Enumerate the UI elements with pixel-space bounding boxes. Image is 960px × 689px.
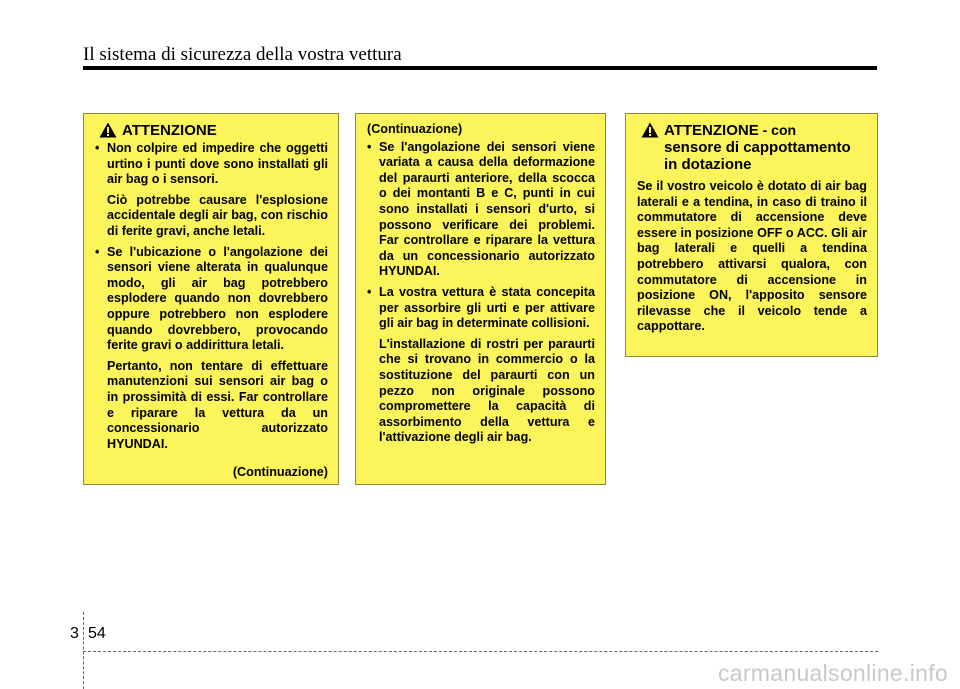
warning-box-3 (625, 113, 878, 357)
warning-title-line2: sensore di cappottamento (664, 139, 851, 156)
watermark: carmanualsonline.info (717, 660, 948, 686)
warning-title-suffix: - con (758, 122, 797, 138)
warning-title-block (664, 122, 851, 173)
warning-heading (95, 122, 328, 139)
warning-paragraph: Pertanto, non tentare di effettuare manutenzioni sui sensori air bag o in prossimità di essi. Far controllare e riparare la vettura da un concessionario autorizzato HYUNDAI. (107, 358, 328, 451)
chapter-number: 3 (70, 625, 79, 642)
page-header-title: Il sistema di sicurezza della vostra vettura (83, 44, 402, 65)
warning-box-2 (355, 113, 606, 485)
warning-title-line3: in dotazione (664, 156, 752, 173)
warning-heading (637, 122, 867, 173)
warning-paragraph: L'installazione di rostri per paraurti che si trovano in commercio o la sostituzione del paraurti con un pezzo non originale possono compromettere la capacità di assorbimento della vettura e l'attivazione degli air bag. (379, 336, 595, 445)
warning-bullet: • Se l'angolazione dei sensori viene variata a causa della deformazione del paraurti anteriore, della scocca o dei montanti B e C, punti in cui sono installati i sensori d'urto, si possono verificare dei problemi. Far controllare e riparare la vettura da un concessionario autorizzato HYUNDAI. (367, 140, 595, 280)
warning-bullet: • La vostra vettura è stata concepita per assorbire gli urti e per attivare gli air bag in determinate collisioni. (367, 285, 595, 332)
warning-triangle-icon (641, 122, 659, 138)
page-number: 54 (88, 625, 106, 642)
header-rule (83, 66, 877, 70)
footer-horizontal-rule (83, 651, 878, 652)
warning-box-1 (83, 113, 339, 485)
warning-paragraph: Ciò potrebbe causare l'esplosione accidentale degli air bag, con rischio di ferite gravi, anche letali. (107, 192, 328, 238)
warning-title: ATTENZIONE (664, 122, 759, 139)
warning-title: ATTENZIONE (122, 122, 217, 139)
warning-bullet: • Se l'ubicazione o l'angolazione dei sensori viene alterata in qualunque modo, gli air bag potrebbero esplodere quando non dovrebbero oppure potrebbero non esplodere quando dovrebbero, provocando ferite gravi o addirittura letali. (95, 245, 328, 354)
continued-label: (Continuazione) (367, 122, 463, 136)
warning-bullet: • Non colpire ed impedire che oggetti urtino i punti dove sono installati gli air bag o i sensori. (95, 141, 328, 188)
continued-label: (Continuazione) (232, 464, 328, 479)
warning-triangle-icon (99, 122, 117, 138)
warning-body: Se il vostro veicolo è dotato di air bag laterali e a tendina, in caso di traino il commutatore di accensione deve essere in posizione OFF o ACC. Gli air bag laterali e quelli a tendina potrebbero attivarsi qualora, con commutatore di accensione in posizione ON, l'apposito sensore rilevasse che il veicolo tende a cappottare. (637, 179, 867, 334)
